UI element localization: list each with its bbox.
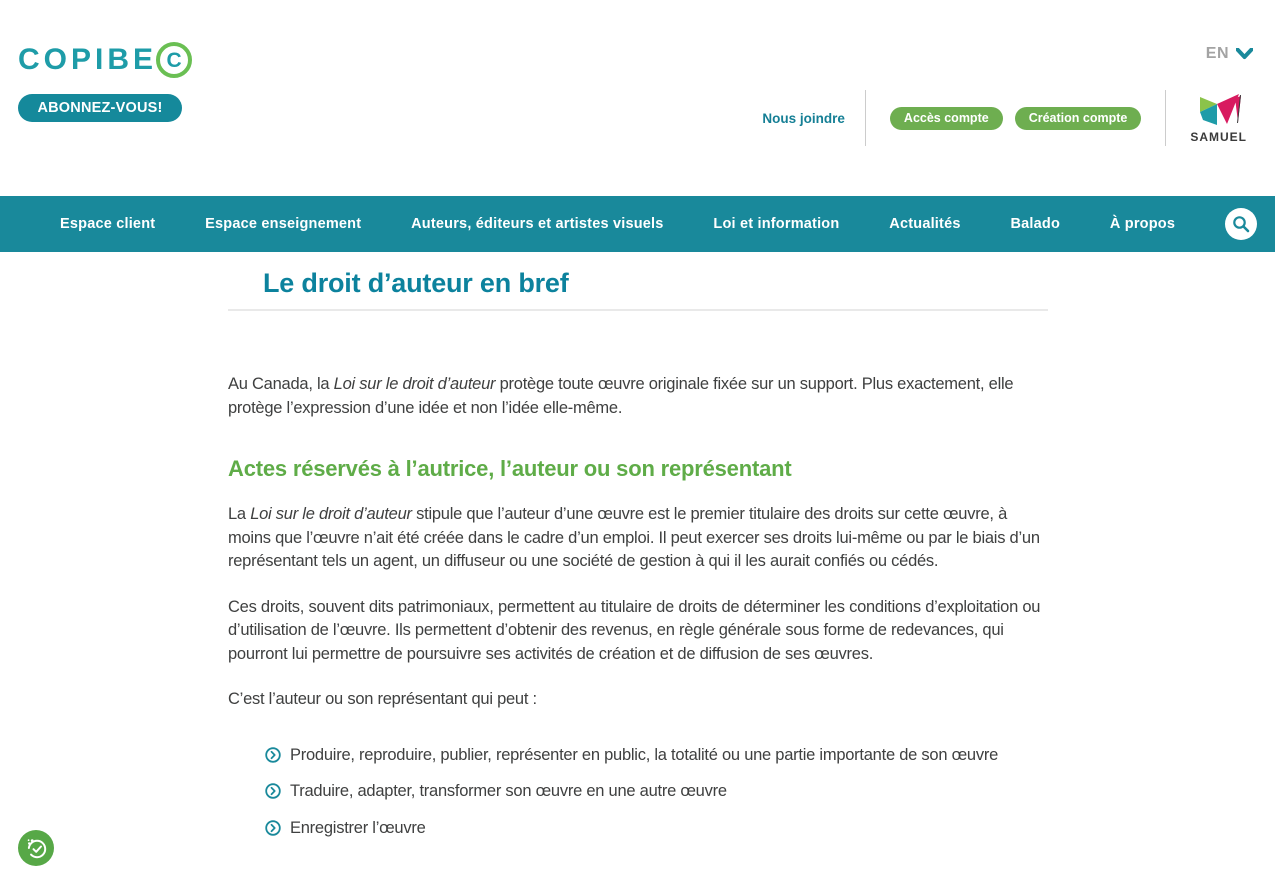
header-divider xyxy=(1165,90,1166,146)
nav-item-espace-client[interactable]: Espace client xyxy=(60,216,156,232)
list-item xyxy=(265,780,1048,804)
nav-item-auteurs-editeurs[interactable]: Auteurs, éditeurs et artistes visuels xyxy=(411,216,664,232)
arrow-circle-bullet-icon xyxy=(265,783,281,799)
nav-item-loi-information[interactable]: Loi et information xyxy=(713,216,840,232)
copibec-logo[interactable] xyxy=(18,42,192,78)
nav-item-a-propos[interactable]: À propos xyxy=(1109,216,1176,232)
list-intro: C’est l’auteur ou son représentant qui peut : xyxy=(228,690,537,708)
search-icon xyxy=(1232,215,1250,233)
account-buttons xyxy=(890,107,1141,130)
header-divider xyxy=(865,90,866,146)
samuel-logo-icon xyxy=(1195,92,1243,128)
copibec-logo-circle-icon xyxy=(156,42,192,78)
site-header xyxy=(0,0,1275,196)
intro-paragraph xyxy=(228,373,1048,420)
language-selector[interactable] xyxy=(1206,45,1253,63)
list-item-text: Traduire, adapter, transformer son œuvre en une autre œuvre xyxy=(290,782,727,800)
list-item xyxy=(265,817,1048,841)
paragraph-text: stipule que l’auteur d’une œuvre est le premier titulaire des droits sur cette œuvre, à moins que l’œuvre n’ait été créée dans le cadre d’un emploi. Il peut exercer ses droits lui-même ou par le biais d’un représentant tels un agent, un diffuseur ou une société de gestion à qui il les aurait confiés ou cédés. xyxy=(228,505,1040,570)
intro-italic-law-name: Loi sur le droit d’auteur xyxy=(333,375,496,393)
list-item-text: Enregistrer l’œuvre xyxy=(290,818,426,837)
cookie-consent-button[interactable] xyxy=(18,830,54,866)
nav-item-espace-enseignement[interactable]: Espace enseignement xyxy=(205,216,362,232)
copibec-logo-circle-letter: C xyxy=(166,48,182,72)
language-label: EN xyxy=(1205,45,1229,62)
arrow-circle-bullet-icon xyxy=(265,747,281,763)
header-actions xyxy=(762,90,1275,146)
account-access-button[interactable]: Accès compte xyxy=(890,107,1003,130)
page-title: Le droit d’auteur en bref xyxy=(263,268,569,298)
subscribe-button[interactable]: ABONNEZ-VOUS! xyxy=(18,94,182,122)
nav-item-balado[interactable]: Balado xyxy=(1010,216,1061,232)
intro-text: Au Canada, la xyxy=(228,375,334,393)
samuel-logo[interactable] xyxy=(1190,92,1247,144)
list-item-text: Produire, reproduire, publier, représenter en public, la totalité ou une partie importante de son œuvre xyxy=(290,745,999,764)
main-content xyxy=(228,252,1048,840)
chevron-down-icon xyxy=(1236,48,1253,60)
samuel-logo-caption: SAMUEL xyxy=(1190,130,1247,144)
arrow-circle-bullet-icon xyxy=(265,820,281,836)
paragraph-patrimonial-rights: Ces droits, souvent dits patrimoniaux, permettent au titulaire de droits de déterminer les conditions d’exploitation ou d’utilisation de l’œuvre. Ils permettent d’obtenir des revenus, en règle générale sous forme de redevances, qui pourront lui permettre de poursuivre ses activités de création et de diffusion de ses œuvres. xyxy=(228,597,1041,663)
nav-item-actualites[interactable]: Actualités xyxy=(889,216,961,232)
contact-link[interactable]: Nous joindre xyxy=(762,110,845,126)
search-button[interactable] xyxy=(1225,208,1257,240)
list-item xyxy=(265,744,1048,768)
intro-text: protège toute œuvre originale fixée sur un support. Plus exactement, elle protège l’expression d’une idée et non l’idée elle-même. xyxy=(228,375,1014,417)
paragraph-text: La xyxy=(228,505,251,523)
main-nav xyxy=(0,196,1275,252)
title-rule xyxy=(228,309,1048,311)
cookie-check-icon xyxy=(24,836,48,860)
paragraph-rights-holder xyxy=(228,503,1048,574)
copibec-logo-text: COPIBE xyxy=(18,43,158,76)
paragraph-italic-law-name: Loi sur le droit d’auteur xyxy=(250,505,412,523)
account-create-button[interactable]: Création compte xyxy=(1015,107,1142,130)
author-rights-list xyxy=(265,744,1048,841)
section-heading: Actes réservés à l’autrice, l’auteur ou son représentant xyxy=(228,456,792,481)
